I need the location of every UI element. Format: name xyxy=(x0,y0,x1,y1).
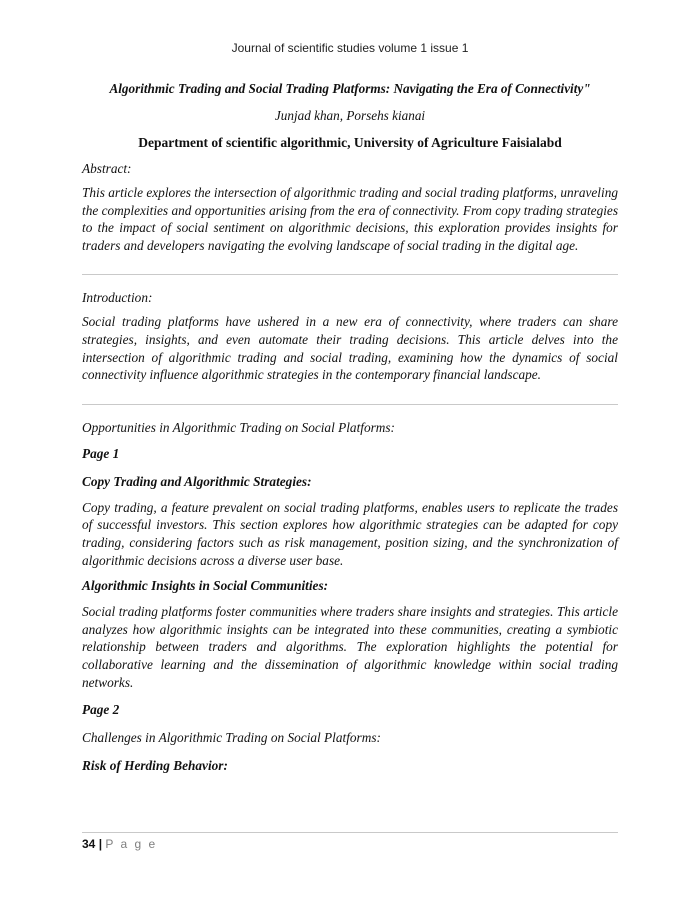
copy-trading-text: Copy trading, a feature prevalent on social trading platforms, enables users to replicate the trades of successful investors. This section explores how algorithmic strategies can be adapted for copy trading, considering factors such as risk management, position sizing, and the synchronization of algorithmic decisions across a diverse user base. xyxy=(82,499,618,568)
herding-heading: Risk of Herding Behavior: xyxy=(82,758,228,774)
copy-trading-heading: Copy Trading and Algorithmic Strategies: xyxy=(82,473,312,489)
insights-heading: Algorithmic Insights in Social Communities: xyxy=(82,578,329,594)
section-divider xyxy=(82,404,618,405)
challenges-label: Challenges in Algorithmic Trading on Social Platforms: xyxy=(82,730,381,746)
article-body xyxy=(82,80,618,775)
page-2-label: Page 2 xyxy=(82,702,120,718)
page-number: 34 xyxy=(82,837,96,851)
page-1-label: Page 1 xyxy=(82,445,120,461)
page-footer xyxy=(82,832,618,851)
article-title: Algorithmic Trading and Social Trading Platforms: Navigating the Era of Connectivity" xyxy=(109,81,591,96)
section-divider xyxy=(82,274,618,275)
abstract-text: This article explores the intersection of algorithmic trading and social trading platforms, unraveling the complexities and opportunities arising from the era of connectivity. From copy trading strategies to the impact of social sentiment on algorithmic decisions, this exploration provides insights for traders and developers navigating the evolving landscape of social trading in the digital age. xyxy=(82,185,618,253)
intro-text: Social trading platforms have ushered in a new era of connectivity, where traders can share strategies, insights, and even automate their trading decisions. This article delves into the intersection of algorithmic trading and social trading, examining how the dynamics of social connectivity influence algorithmic strategies in the contemporary financial landscape. xyxy=(82,314,618,383)
intro-label: Introduction: xyxy=(82,290,153,306)
affiliation: Department of scientific algorithmic, University of Agriculture Faisialabd xyxy=(138,135,562,150)
abstract-label: Abstract: xyxy=(82,161,132,176)
page-word: P a g e xyxy=(105,837,158,851)
author-names: Junjad khan, Porsehs kianai xyxy=(274,108,426,123)
opportunities-label: Opportunities in Algorithmic Trading on Social Platforms: xyxy=(82,419,395,435)
footer-separator: | xyxy=(98,837,103,851)
insights-text: Social trading platforms foster communities where traders share insights and strategies. This article analyzes how algorithmic insights can be integrated into these communities, creating a symbiotic relationship between traders and algorithms. The exploration highlights the potential for collaborative learning and the dissemination of algorithmic knowledge within social trading networks. xyxy=(82,604,618,690)
running-header: Journal of scientific studies volume 1 issue 1 xyxy=(231,41,469,55)
